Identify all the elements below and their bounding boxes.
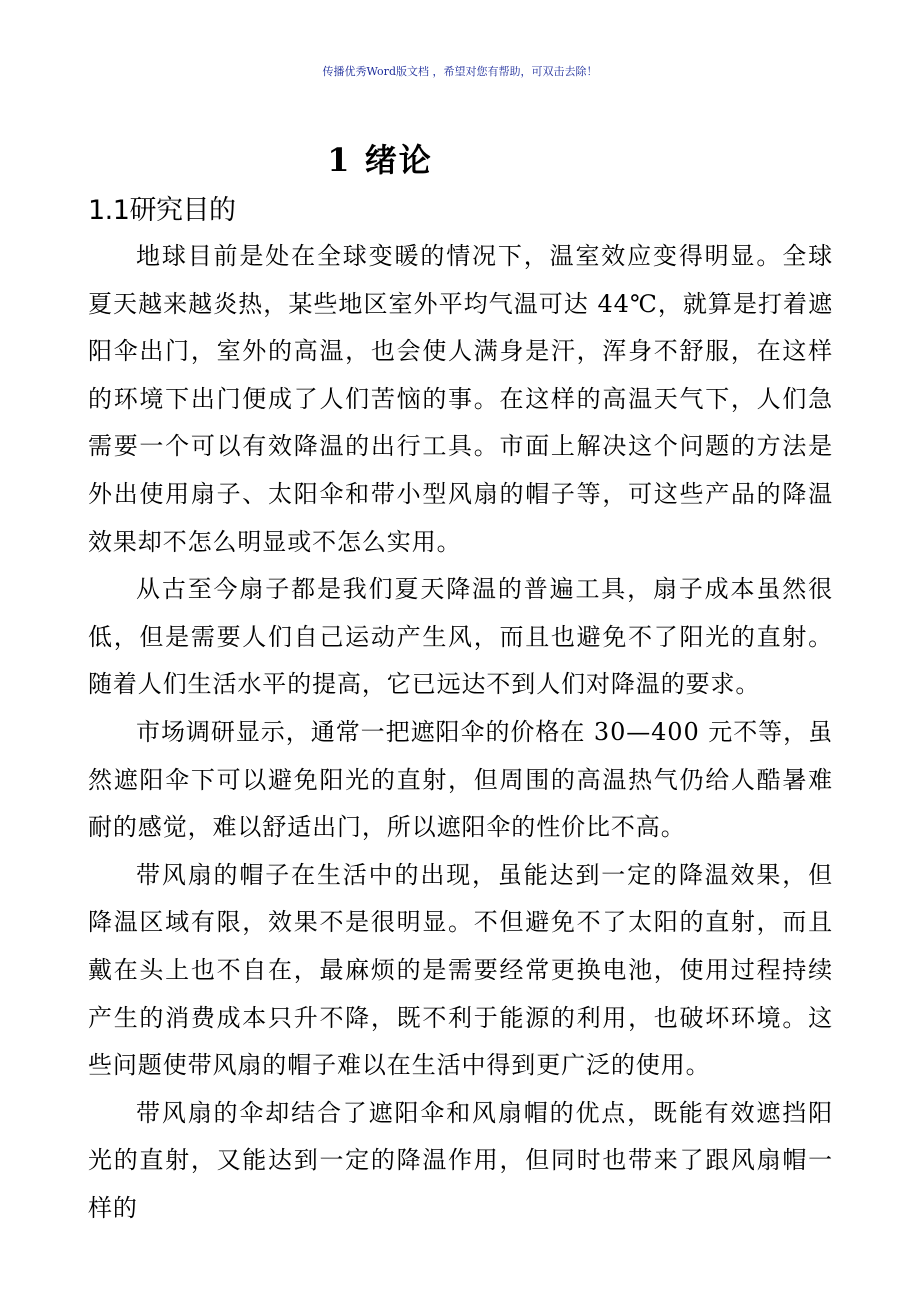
watermark-header[interactable]: 传播优秀Word版文档 ，希望对您有帮助，可双击去除！ — [322, 65, 598, 78]
paragraph-5: 带风扇的伞却结合了遮阳伞和风扇帽的优点，既能有效遮挡阳光的直射，又能达到一定的降温作用，但同时也带来了跟风扇帽一样的 — [88, 1098, 833, 1222]
body-text — [88, 233, 833, 1232]
paragraph-3: 市场调研显示，通常一把遮阳伞的价格在 30—400 元不等，虽然遮阳伞下可以避免阳光的直射，但周围的高温热气仍给人酷暑难耐的感觉，难以舒适出门，所以遮阳伞的性价比不高。 — [88, 717, 833, 842]
section-title: 1.1研究目的 — [88, 195, 236, 226]
chapter-title: 1 绪论 — [327, 141, 433, 179]
paragraph-1: 地球目前是处在全球变暖的情况下，温室效应变得明显。全球夏天越来越炎热，某些地区室外平均气温可达 44℃，就算是打着遮阳伞出门，室外的高温，也会使人满身是汗，浑身不舒服，在这样的环境下出门便成了人们苦恼的事。在这样的高温天气下，人们急需要一个可以有效降温的出行工具。市面上解决这个问题的方法是外出使用扇子、太阳伞和带小型风扇的帽子等，可这些产品的降温效果却不怎么明显或不怎么实用。 — [88, 242, 833, 556]
paragraph-2: 从古至今扇子都是我们夏天降温的普遍工具，扇子成本虽然很低，但是需要人们自己运动产生风，而且也避免不了阳光的直射。随着人们生活水平的提高，它已远达不到人们对降温的要求。 — [88, 575, 833, 699]
paragraph-4: 带风扇的帽子在生活中的出现，虽能达到一定的降温效果，但降温区域有限，效果不是很明显。不但避免不了太阳的直射，而且戴在头上也不自在，最麻烦的是需要经常更换电池，使用过程持续产生的消费成本只升不降，既不利于能源的利用，也破坏环境。这些问题使带风扇的帽子难以在生活中得到更广泛的使用。 — [88, 860, 833, 1080]
